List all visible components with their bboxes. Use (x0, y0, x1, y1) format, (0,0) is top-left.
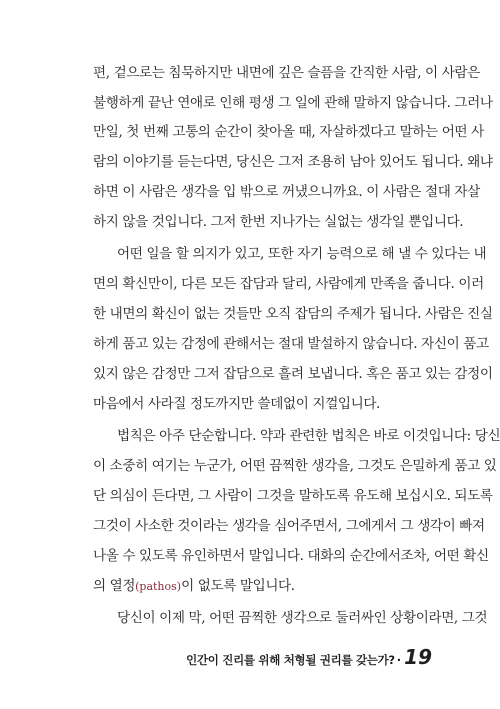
body-line-1: 편, 겉으로는 침묵하지만 내면에 깊은 슬픔을 간직한 사람, 이 사람은 (93, 65, 480, 81)
pathos-annotation: (pathos) (135, 580, 182, 593)
body-line-16: 그것이 사소한 것이라는 생각을 심어주면서, 그에게서 그 생각이 빠져 (93, 518, 485, 534)
body-line-14: 이 소중히 여기는 누군가, 어떤 끔찍한 생각을, 그것도 은밀하게 품고 있 (93, 458, 497, 474)
body-line-18 (93, 575, 435, 597)
body-line-9: 한 내면의 확신이 없는 것들만 오직 잡담의 주제가 됩니다. 사람은 진실 (93, 306, 493, 322)
body-line-3: 만일, 첫 번째 고통의 순간이 찾아올 때, 자살하겠다고 말하는 어떤 사 (93, 124, 484, 140)
body-line-18-start: 의 열정 (93, 578, 136, 594)
body-line-10: 하게 품고 있는 감정에 관해서는 절대 발설하지 않습니다. 자신이 품고 (93, 336, 489, 352)
body-line-4: 람의 이야기를 듣는다면, 당신은 그저 조용히 남아 있어도 됩니다. 왜냐 (93, 154, 493, 170)
body-line-5: 하면 이 사람은 생각을 입 밖으로 꺼냈으니까요. 이 사람은 절대 자살 (93, 184, 480, 200)
body-line-17: 나올 수 있도록 유인하면서 말입니다. 대화의 순간에서조차, 어떤 확신 (93, 548, 489, 564)
page-number: 19 (404, 645, 432, 669)
body-line-11: 있지 않은 감정만 그저 잡담으로 흘려 보냅니다. 혹은 품고 있는 감정이 (93, 366, 493, 382)
body-line-2: 불행하게 끝난 연애로 인해 평생 그 일에 관해 말하지 않습니다. 그러나 (93, 95, 493, 111)
body-line-7: 어떤 일을 할 의지가 있고, 또한 자기 능력으로 해 낼 수 있다는 내 (117, 246, 487, 262)
body-line-18-end: 이 없도록 말입니다. (181, 578, 295, 594)
body-line-19: 당신이 이제 막, 어떤 끔찍한 생각으로 둘러싸인 상황이라면, 그것 (117, 610, 488, 626)
body-line-12: 마음에서 사라질 정도까지만 쓸데없이 지껄입니다. (93, 396, 380, 412)
footer-separator: · (396, 653, 402, 667)
body-line-13: 법칙은 아주 단순합니다. 약과 관련한 법칙은 바로 이것입니다: 당신 (117, 428, 500, 444)
running-footer (186, 645, 432, 669)
body-line-6: 하지 않을 것입니다. 그저 한번 지나가는 실없는 생각일 뿐입니다. (93, 214, 464, 230)
body-line-15: 단 의심이 든다면, 그 사람이 그것을 말하도록 유도해 보십시오. 되도록 (93, 488, 493, 504)
footer-title: 인간이 진리를 위해 처형될 권리를 갖는가? (186, 653, 395, 667)
body-line-8: 면의 확신만이, 다른 모든 잡담과 달리, 사람에게 만족을 줍니다. 이러 (93, 276, 484, 292)
